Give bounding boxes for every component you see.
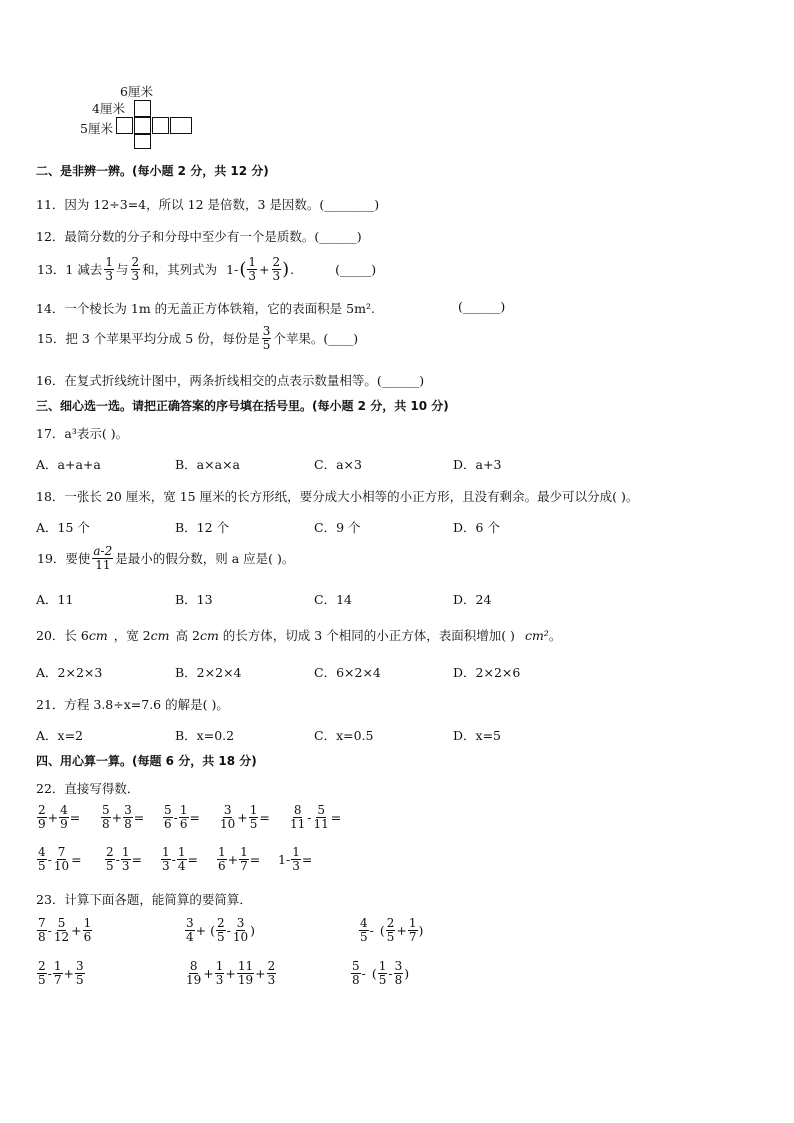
answer-blank: (_____) bbox=[335, 261, 377, 277]
q19-option-a: A．11 bbox=[36, 592, 74, 607]
q22-item-7: $\frac{2}{5}$ - $\frac{1}{3}$ = bbox=[106, 845, 142, 873]
q19-option-d: D．24 bbox=[453, 592, 492, 607]
question-13: 13．1 减去 $\frac{1}{3}$ 与 $\frac{2}{3}$ 和，其列式为 1- ( $\frac{1}{3}$ + $\frac{2}{3}$ ) . (_____) bbox=[37, 255, 377, 283]
q22-item-6: $\frac{4}{5}$ - $\frac{7}{10}$ = bbox=[38, 845, 82, 873]
q20-option-b: B．2×2×4 bbox=[175, 665, 242, 680]
q22-item-1: $\frac{2}{9}$ + $\frac{4}{9}$ = bbox=[38, 803, 81, 831]
section-4-title: 四、用心算一算。(每题 6 分，共 18 分) bbox=[36, 754, 257, 768]
question-14-blank: (______) bbox=[458, 299, 506, 314]
question-11: 11．因为 12÷3=4，所以 12 是倍数，3 是因数。(________) bbox=[36, 197, 380, 212]
question-21: 21．方程 3.8÷x=7.6 的解是( )。 bbox=[36, 697, 229, 712]
q18-option-b: B．12 个 bbox=[175, 520, 230, 535]
q19-option-c: C．14 bbox=[314, 592, 352, 607]
q18-option-d: D．6 个 bbox=[453, 520, 500, 535]
q21-option-a: A．x=2 bbox=[36, 728, 84, 743]
fraction-a-minus-2-over-11: $\frac{a-2}{11}$ bbox=[93, 544, 113, 572]
q23-item-5: $\frac{8}{19}$ + $\frac{1}{3}$ + $\frac{11}{19}$ + $\frac{2}{3}$ bbox=[186, 959, 276, 987]
question-23: 23．计算下面各题，能简算的要简算． bbox=[36, 892, 252, 907]
fraction-3-5: $\frac{3}{5}$ bbox=[262, 324, 271, 352]
question-18: 18．一张长 20 厘米，宽 15 厘米的长方形纸，要分成大小相等的小正方形，且没有剩余。最少可以分成( )。 bbox=[36, 489, 639, 504]
q21-option-c: C．x=0.5 bbox=[314, 728, 374, 743]
q22-item-3: $\frac{5}{6}$ - $\frac{1}{6}$ = bbox=[164, 803, 200, 831]
q20-option-d: D．2×2×6 bbox=[453, 665, 521, 680]
q22-item-2: $\frac{5}{8}$ + $\frac{3}{8}$ = bbox=[102, 803, 145, 831]
net-label-left: 5厘米 bbox=[80, 121, 113, 136]
q22-item-8: $\frac{1}{3}$ - $\frac{1}{4}$ = bbox=[162, 845, 198, 873]
q19-option-b: B．13 bbox=[175, 592, 213, 607]
question-17: 17．a³表示( )。 bbox=[36, 426, 129, 441]
question-12: 12．最简分数的分子和分母中至少有一个是质数。(______) bbox=[36, 229, 362, 244]
q20-option-c: C．6×2×4 bbox=[314, 665, 381, 680]
section-2-title: 二、是非辨一辨。(每小题 2 分，共 12 分) bbox=[36, 164, 269, 178]
q23-item-6: $\frac{5}{8}$ - ( $\frac{1}{5}$ - $\frac{3}{8}$ ) bbox=[352, 959, 410, 987]
q23-item-3: $\frac{4}{5}$ - ( $\frac{2}{5}$ + $\frac{1}{7}$ ) bbox=[360, 916, 424, 944]
q21-option-b: B．x=0.2 bbox=[175, 728, 235, 743]
question-16: 16．在复式折线统计图中，两条折线相交的点表示数量相等。(______) bbox=[36, 373, 425, 388]
q17-option-b: B．a×a×a bbox=[175, 457, 240, 472]
section-3-title: 三、细心选一选。请把正确答案的序号填在括号里。(每小题 2 分，共 10 分) bbox=[36, 399, 449, 413]
q21-option-d: D．x=5 bbox=[453, 728, 501, 743]
q23-item-4: $\frac{2}{5}$ - $\frac{1}{7}$ + $\frac{3}{5}$ bbox=[38, 959, 84, 987]
q22-item-4: $\frac{3}{10}$ + $\frac{1}{5}$ = bbox=[220, 803, 270, 831]
question-14: 14．一个棱长为 1m 的无盖正方体铁箱，它的表面积是 5m². bbox=[36, 301, 375, 316]
question-20: 20．长 6 cm ，宽 2 cm 高 2 cm 的长方体，切成 3 个相同的小正方体，表面积增加( ) cm² 。 bbox=[36, 627, 562, 643]
net-label-mid: 4厘米 bbox=[92, 101, 125, 116]
question-19: 19．要使 $\frac{a-2}{11}$ 是最小的假分数，则 a 应是( )。 bbox=[37, 544, 295, 572]
q17-option-a: A．a+a+a bbox=[36, 457, 101, 472]
q18-option-c: C．9 个 bbox=[314, 520, 361, 535]
net-label-top: 6厘米 bbox=[120, 84, 153, 99]
q17-option-d: D．a+3 bbox=[453, 457, 502, 472]
q18-option-a: A．15 个 bbox=[36, 520, 90, 535]
q22-item-10: 1- $\frac{1}{3}$ = bbox=[278, 845, 313, 873]
q20-option-a: A．2×2×3 bbox=[36, 665, 103, 680]
fraction-2-3: $\frac{2}{3}$ bbox=[131, 255, 140, 283]
q23-item-1: $\frac{7}{8}$ - $\frac{5}{12}$ + $\frac{1}{6}$ bbox=[38, 916, 92, 944]
q22-item-9: $\frac{1}{6}$ + $\frac{1}{7}$ = bbox=[218, 845, 261, 873]
q22-item-5: $\frac{8}{11}$ - $\frac{5}{11}$ = bbox=[290, 803, 342, 831]
question-15: 15．把 3 个苹果平均分成 5 份，每份是 $\frac{3}{5}$ 个苹果。(____) bbox=[37, 324, 359, 352]
q23-item-2: $\frac{3}{4}$ + ( $\frac{2}{5}$ - $\frac{3}{10}$ ) bbox=[186, 916, 256, 944]
question-22: 22．直接写得数． bbox=[36, 781, 140, 796]
q17-option-c: C．a×3 bbox=[314, 457, 362, 472]
fraction-1-3: $\frac{1}{3}$ bbox=[105, 255, 113, 283]
